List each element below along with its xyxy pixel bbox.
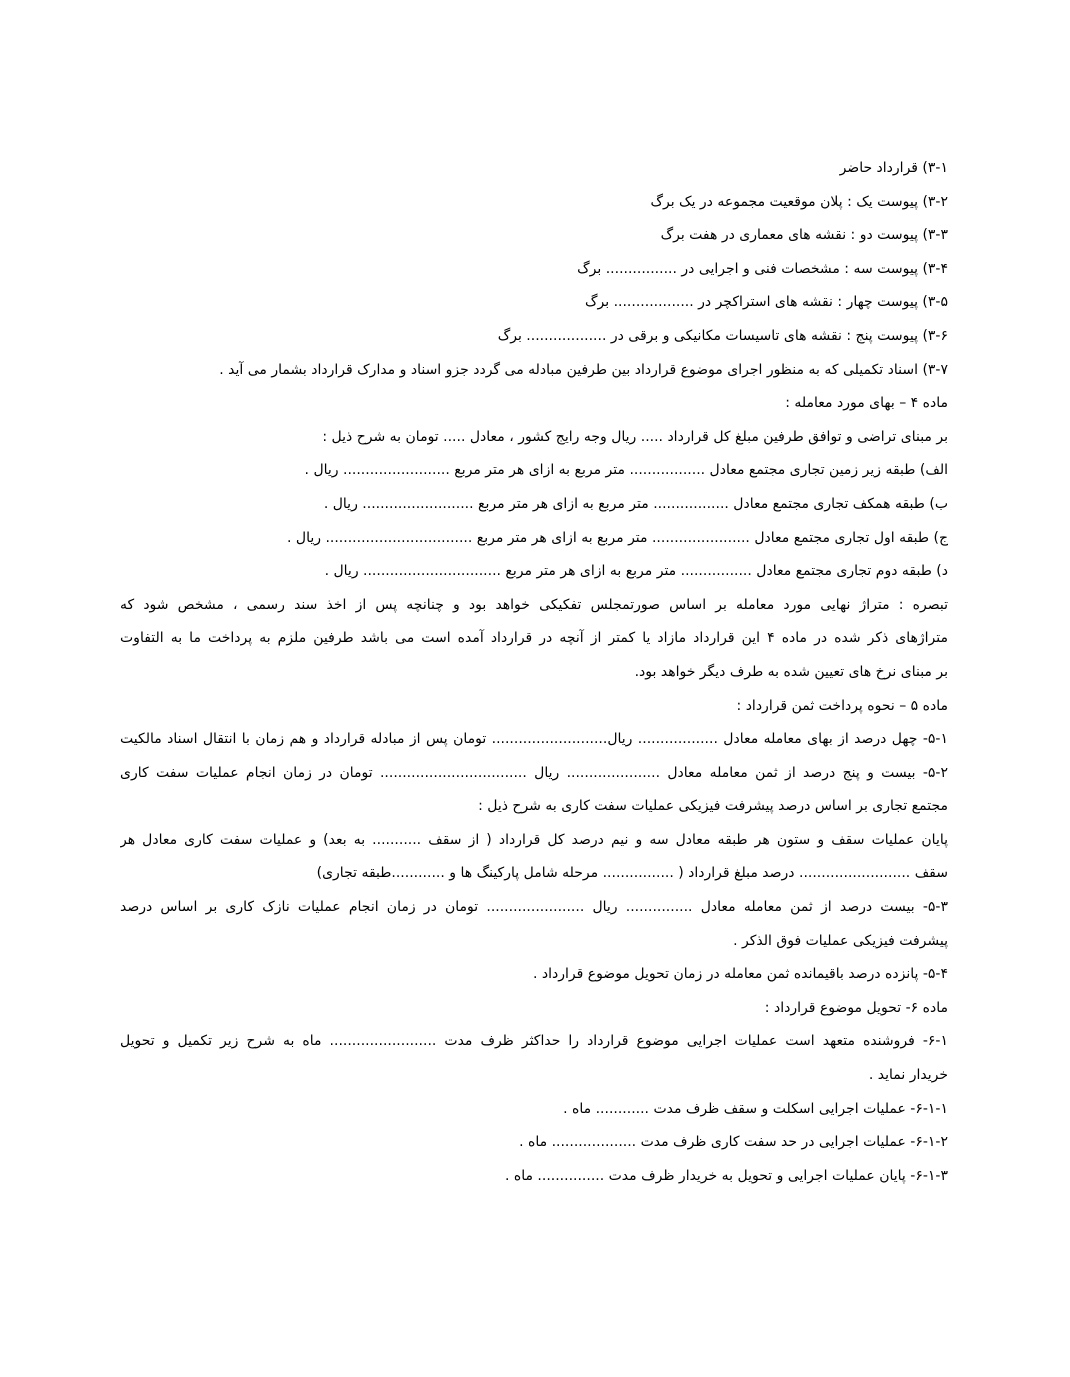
clause-3-4: ۳-۴) پیوست سه : مشخصات فنی و اجرایی در ................ برگ [577,260,948,277]
clause-3-5: ۳-۵) پیوست چهار : نقشه های استراکچر در .................. برگ [584,294,948,311]
clause-3-1: ۳-۱) قرارداد حاضر [839,160,948,176]
article-4-item-b: ب) طبقه همکف تجاری مجتمع معادل ................. متر مربع به ازای هر متر مربع ......................... ریال . [323,495,948,512]
article-6-heading: ماده ۶- تحویل موضوع قرارداد : [764,999,948,1016]
clause-5-3-cont: پیشرفت فیزیکی عملیات فوق الذکر . [733,932,948,949]
article-4-heading: ماده ۴ – بهای مورد معامله : [785,395,948,412]
clause-5-3: ۵-۳- بیست درصد از ثمن معامله معادل ............... ریال ...................... تومان در زمان انجام عملیات نازک کاری بر اساس درصد [120,899,948,916]
clause-6-1-3: ۶-۱-۳- پایان عملیات اجرایی و تحویل به خریدار ظرف مدت ............... ماه . [504,1167,948,1184]
clause-5-2-cont: مجتمع تجاری بر اساس درصد پیشرفت فیزیکی عملیات سفت کاری به شرح ذیل : [478,798,948,815]
clause-6-1-cont: خریدار نماید . [868,1067,948,1084]
clause-6-1: ۶-۱- فروشنده متعهد است عملیات اجرایی موضوع قرارداد را حداکثر ظرف مدت ........................ ماه به شرح زیر تکمیل و تحویل [120,1033,948,1050]
clause-6-1-1: ۶-۱-۱- عملیات اجرایی اسکلت و سقف ظرف مدت ............ ماه . [563,1100,948,1117]
clause-3-2: ۳-۲) پیوست یک : پلان موقعیت مجموعه در یک برگ [650,193,948,210]
article-4-item-a: الف) طبقه زیر زمین تجاری مجتمع معادل ................. متر مربع به ازای هر متر مربع ........................ ریال . [304,462,948,479]
article-4-intro: بر مبنای تراضی و توافق طرفین مبلغ کل قرارداد ..... ریال وجه رایج کشور ، معادل ..... تومان به شرح ذیل : [322,428,948,445]
clause-5-2: ۵-۲- بیست و پنج درصد از ثمن معامله معادل ..................... ریال ................................. تومان در زمان انجام عملیات سفت کاری [120,764,948,781]
clause-3-7: ۳-۷) اسناد تکمیلی که به منظور اجرای موضوع قرارداد بین طرفین مبادله می گردد جزو اسناد و مدارک قرارداد بشمار می آید . [219,361,948,378]
note-line-2: متراژهای ذکر شده در ماده ۴ این قرارداد مازاد یا کمتر از آنچه در قرارداد آمده است می باشد طرفین ملزم به پرداخت ما به التفاوت [120,630,948,647]
note-line-3: بر مبنای نرخ های تعیین شده به طرف دیگر خواهد بود. [634,663,948,680]
article-4-item-c: ج) طبقه اول تجاری مجتمع معادل ...................... متر مربع به ازای هر متر مربع ................................. ریال . [287,529,948,546]
clause-5-1: ۵-۱- چهل درصد از بهای معامله معادل .................. ریال.......................... تومان پس از مبادله قرارداد و هم زمان با انتقال اسناد مالکیت [120,731,948,748]
article-4-item-d: د) طبقه دوم تجاری مجتمع معادل ................ متر مربع به ازای هر متر مربع ............................... ریال . [324,563,948,580]
contract-text [120,152,948,1193]
clause-5-2-detail-1: پایان عملیات سقف و ستون هر طبقه معادل سه و نیم درصد کل قرارداد ( از سقف ........... به بعد) و عملیات سفت کاری معادل هر [120,831,948,848]
clause-6-1-2: ۶-۱-۲- عملیات اجرایی در حد سفت کاری ظرف مدت ................... ماه . [519,1134,948,1151]
clause-5-4: ۵-۴- پانزده درصد باقیمانده ثمن معامله در زمان تحویل موضوع قرارداد . [532,966,948,983]
note-line-1: تبصره : متراژ نهایی مورد معامله بر اساس صورتمجلس تفکیکی خواهد بود و چنانچه پس از اخذ سند رسمی ، مشخص شود که [120,596,948,613]
clause-3-6: ۳-۶) پیوست پنج : نقشه های تاسیسات مکانیکی و برقی در .................. برگ [497,327,948,344]
clause-3-3: ۳-۳) پیوست دو : نقشه های معماری در هفت برگ [660,227,948,244]
article-5-heading: ماده ۵ – نحوه پرداخت ثمن قرارداد : [736,697,948,714]
clause-5-2-detail-2: سقف ......................... درصد مبلغ قرارداد ( ................ مرحله شامل پارکینگ ها و ............طبقه تجاری) [316,865,948,882]
